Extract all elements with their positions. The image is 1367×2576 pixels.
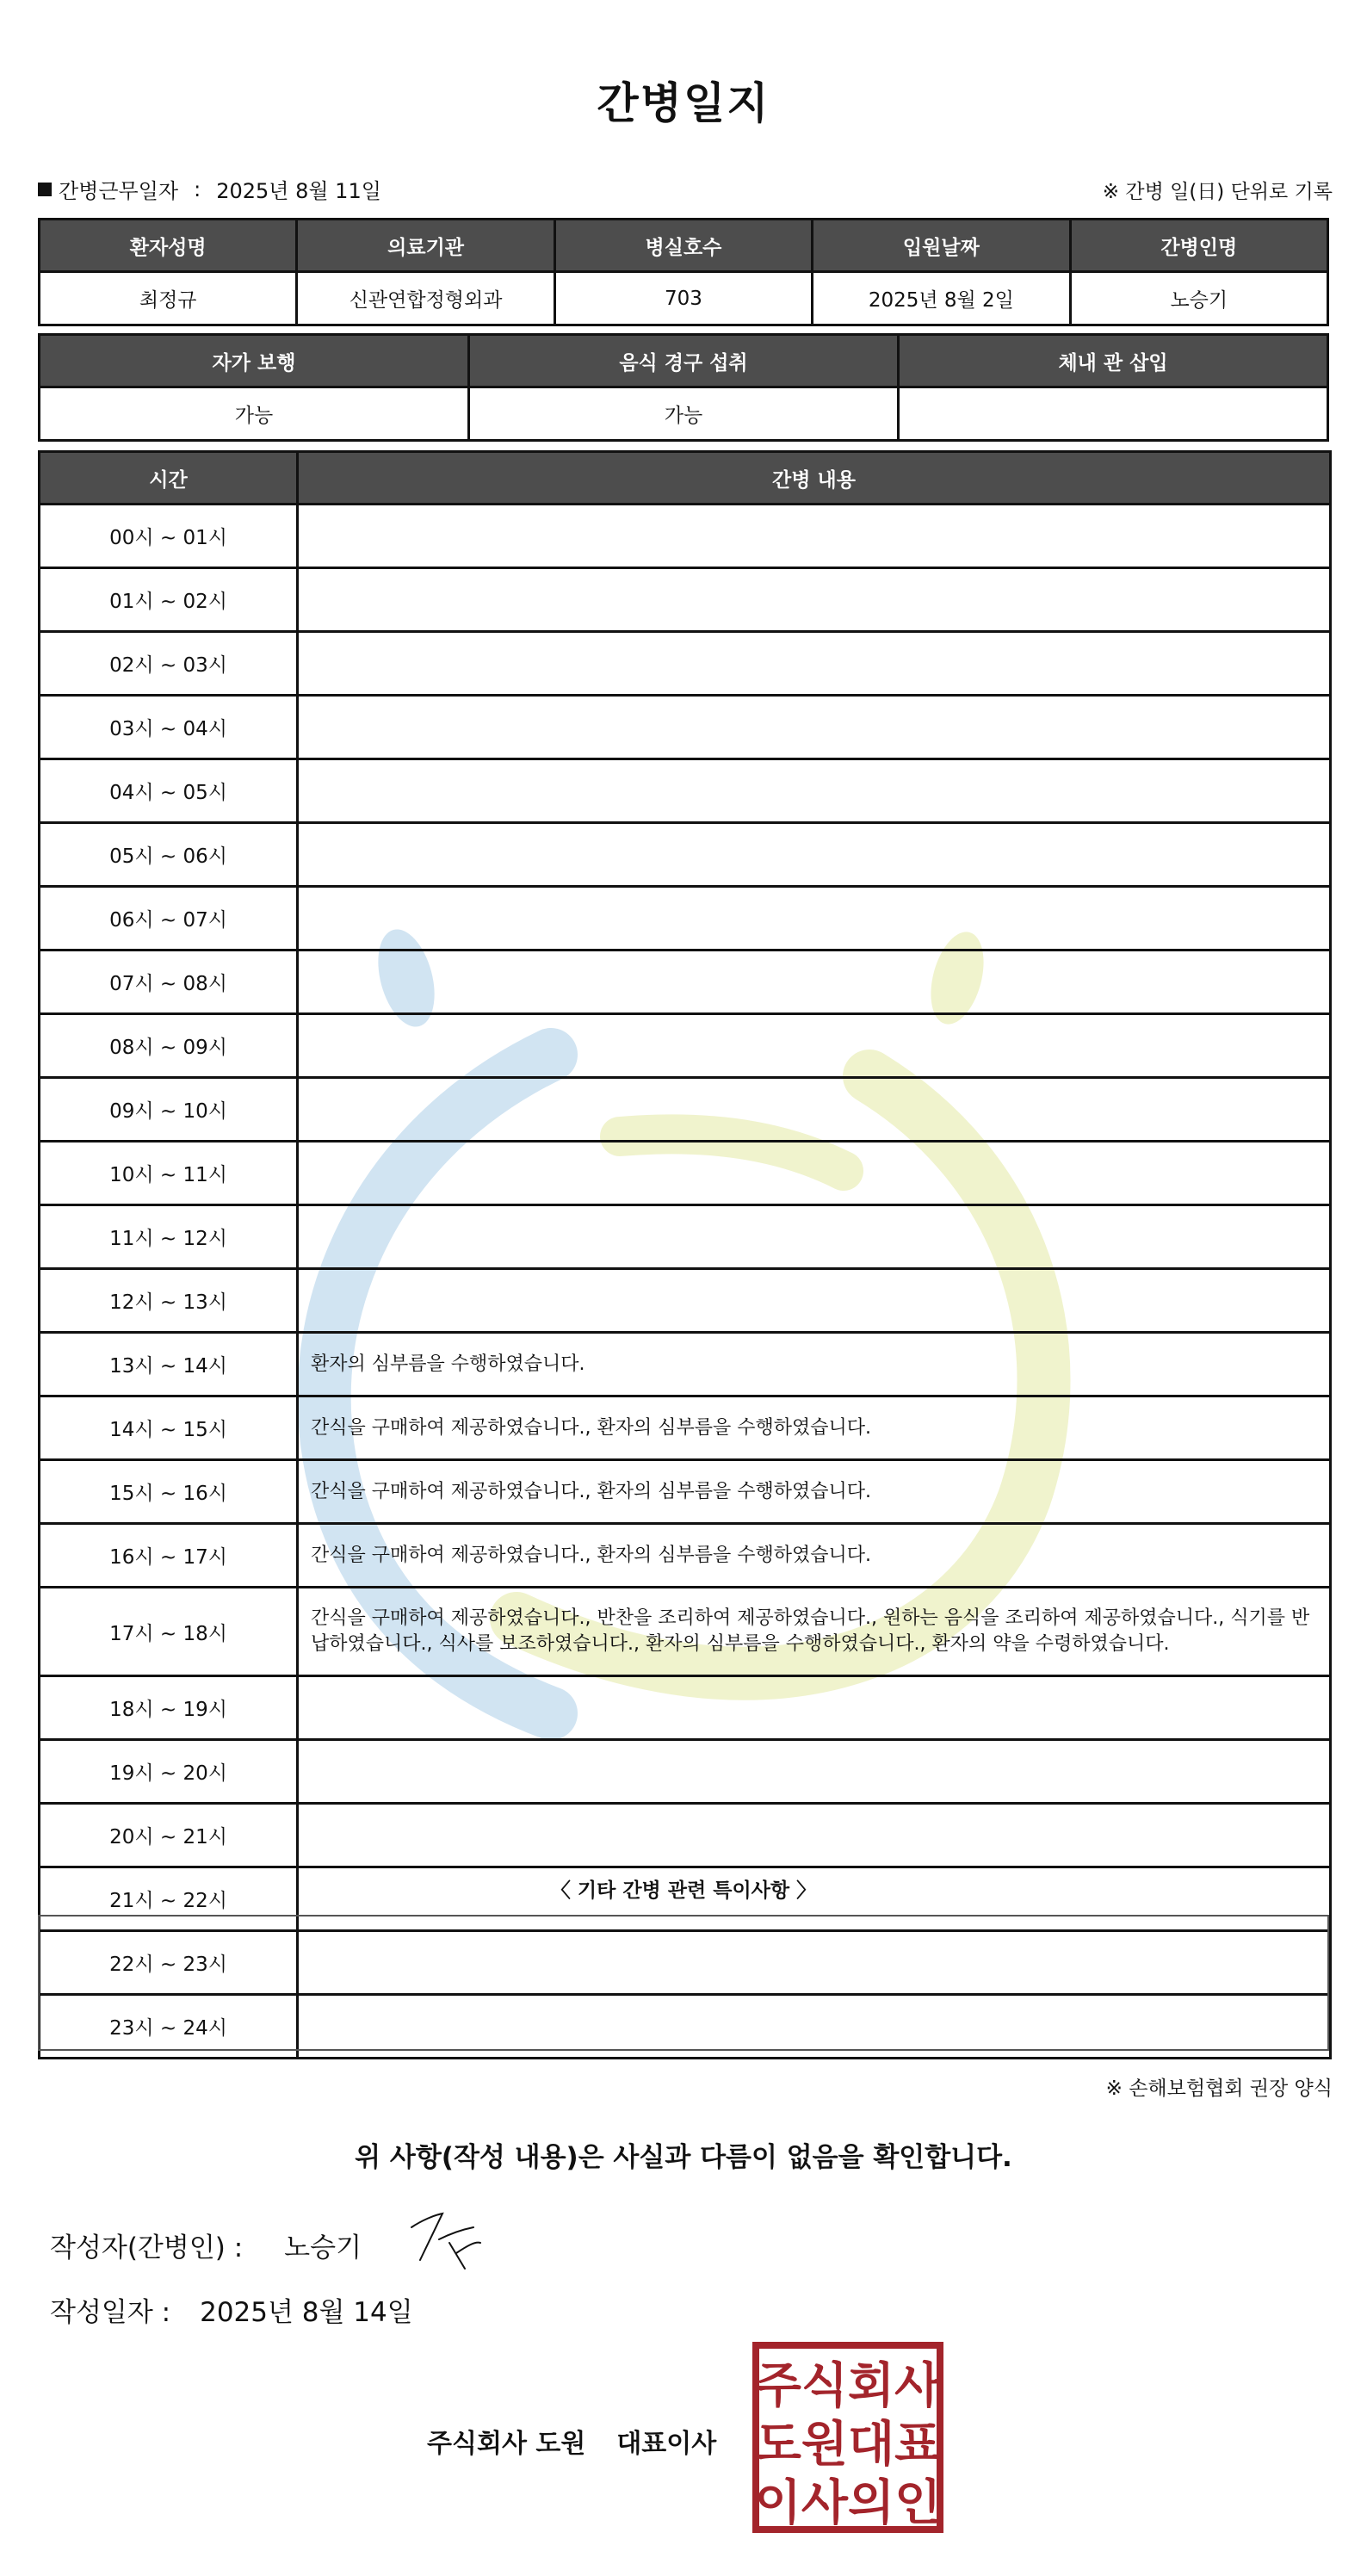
work-date-value: 2025년 8월 11일 bbox=[216, 179, 381, 203]
care-log-row bbox=[40, 1269, 1331, 1333]
care-log-row bbox=[40, 568, 1331, 632]
care-log-content bbox=[298, 1078, 1331, 1142]
care-log-row bbox=[40, 1460, 1331, 1524]
care-log-content bbox=[298, 1014, 1331, 1078]
care-log-content bbox=[298, 887, 1331, 951]
form-source-note: ※ 손해보험협회 권장 양식 bbox=[1105, 2078, 1333, 2100]
self-walking-value: 가능 bbox=[40, 387, 469, 441]
header-patient-name: 환자성명 bbox=[40, 220, 297, 272]
care-log-row bbox=[40, 823, 1331, 887]
care-log-time: 16시 ~ 17시 bbox=[40, 1524, 298, 1588]
care-log-content: 환자의 심부름을 수행하였습니다. bbox=[298, 1333, 1331, 1396]
hospital-name: 신관연합정형외과 bbox=[297, 272, 554, 325]
care-log-row bbox=[40, 1676, 1331, 1740]
writer-label: 작성자(간병인) : bbox=[50, 2232, 244, 2263]
care-log-content: 간식을 구매하여 제공하였습니다., 환자의 심부름을 수행하였습니다. bbox=[298, 1524, 1331, 1588]
care-log-row bbox=[40, 759, 1331, 823]
care-log-content bbox=[298, 568, 1331, 632]
admission-date: 2025년 8월 2일 bbox=[813, 272, 1070, 325]
work-date-separator: : bbox=[194, 176, 201, 201]
care-log-time: 19시 ~ 20시 bbox=[40, 1740, 298, 1804]
work-date bbox=[38, 174, 381, 204]
care-log-content: 간식을 구매하여 제공하였습니다., 환자의 심부름을 수행하였습니다. bbox=[298, 1460, 1331, 1524]
company-name: 주식회사 도원 bbox=[427, 2429, 586, 2459]
care-log-row bbox=[40, 1333, 1331, 1396]
oral-intake-value: 가능 bbox=[469, 387, 899, 441]
patient-status-table bbox=[38, 333, 1329, 442]
care-log-time: 13시 ~ 14시 bbox=[40, 1333, 298, 1396]
written-date-value: 2025년 8월 14일 bbox=[200, 2297, 413, 2328]
record-unit-note: ※ 간병 일(日) 단위로 기록 bbox=[1102, 181, 1333, 203]
care-log-row bbox=[40, 951, 1331, 1014]
patient-status-value-row bbox=[40, 387, 1328, 441]
care-log-content bbox=[298, 696, 1331, 759]
care-log-row bbox=[40, 1205, 1331, 1269]
writer-line bbox=[50, 2226, 362, 2264]
care-log-time: 04시 ~ 05시 bbox=[40, 759, 298, 823]
confirmation-statement: 위 사항(작성 내용)은 사실과 다름이 없음을 확인합니다. bbox=[355, 2142, 1012, 2173]
care-log-row bbox=[40, 1524, 1331, 1588]
square-bullet-icon bbox=[38, 183, 52, 196]
header-hospital: 의료기관 bbox=[297, 220, 554, 272]
care-log-time: 10시 ~ 11시 bbox=[40, 1142, 298, 1205]
care-log-row bbox=[40, 1078, 1331, 1142]
care-log-row bbox=[40, 1014, 1331, 1078]
company-line bbox=[427, 2422, 716, 2460]
header-tube-insertion: 체내 관 삽입 bbox=[899, 335, 1328, 387]
care-log-time: 20시 ~ 21시 bbox=[40, 1804, 298, 1867]
header-room-number: 병실호수 bbox=[554, 220, 812, 272]
patient-info-header-row bbox=[40, 220, 1328, 272]
care-log-time: 15시 ~ 16시 bbox=[40, 1460, 298, 1524]
writer-name: 노승기 bbox=[284, 2232, 362, 2263]
care-log-content: 간식을 구매하여 제공하였습니다., 환자의 심부름을 수행하였습니다. bbox=[298, 1396, 1331, 1460]
care-log-row bbox=[40, 696, 1331, 759]
patient-status-header-row bbox=[40, 335, 1328, 387]
caregiver-name: 노승기 bbox=[1070, 272, 1327, 325]
work-date-label: 간병근무일자 bbox=[59, 179, 179, 203]
header-time: 시간 bbox=[40, 452, 298, 505]
company-seal-stamp bbox=[751, 2340, 945, 2535]
care-log-content bbox=[298, 823, 1331, 887]
care-log-time: 00시 ~ 01시 bbox=[40, 505, 298, 568]
care-log-row bbox=[40, 632, 1331, 696]
care-log-row bbox=[40, 1740, 1331, 1804]
care-log-time: 22시 ~ 23시 bbox=[40, 1931, 298, 1995]
written-date-line bbox=[50, 2290, 413, 2329]
care-log-time: 03시 ~ 04시 bbox=[40, 696, 298, 759]
other-notes-box bbox=[38, 1915, 1329, 2051]
care-log-content bbox=[298, 1740, 1331, 1804]
care-log-content bbox=[298, 1205, 1331, 1269]
care-log-header-row bbox=[40, 452, 1331, 505]
care-log-time: 09시 ~ 10시 bbox=[40, 1078, 298, 1142]
care-log-row bbox=[40, 1588, 1331, 1676]
care-log-time: 01시 ~ 02시 bbox=[40, 568, 298, 632]
care-log-time: 06시 ~ 07시 bbox=[40, 887, 298, 951]
care-log-row bbox=[40, 1804, 1331, 1867]
header-admission-date: 입원날짜 bbox=[813, 220, 1070, 272]
room-number: 703 bbox=[554, 272, 812, 325]
care-log-content bbox=[298, 1804, 1331, 1867]
document-title: 간병일지 bbox=[597, 78, 770, 128]
header-caregiver-name: 간병인명 bbox=[1070, 220, 1327, 272]
care-log-row bbox=[40, 505, 1331, 568]
care-log-time: 05시 ~ 06시 bbox=[40, 823, 298, 887]
care-log-content bbox=[298, 759, 1331, 823]
tube-insertion-value bbox=[899, 387, 1328, 441]
care-log-row bbox=[40, 887, 1331, 951]
care-log-time: 23시 ~ 24시 bbox=[40, 1995, 298, 2059]
patient-name: 최정규 bbox=[40, 272, 297, 325]
care-log-time: 21시 ~ 22시 bbox=[40, 1867, 298, 1931]
care-log-content bbox=[298, 505, 1331, 568]
patient-info-value-row bbox=[40, 272, 1328, 325]
care-log-time: 02시 ~ 03시 bbox=[40, 632, 298, 696]
care-log-time: 17시 ~ 18시 bbox=[40, 1588, 298, 1676]
care-log-time: 08시 ~ 09시 bbox=[40, 1014, 298, 1078]
other-notes-title: 〈 기타 간병 관련 특이사항 〉 bbox=[550, 1879, 817, 1902]
care-log-row bbox=[40, 1396, 1331, 1460]
care-log-time: 18시 ~ 19시 bbox=[40, 1676, 298, 1740]
seal-line-1: 주식회사 bbox=[754, 2358, 942, 2414]
seal-line-2: 도원대표 bbox=[754, 2417, 942, 2473]
header-self-walking: 자가 보행 bbox=[40, 335, 469, 387]
care-log-row bbox=[40, 1142, 1331, 1205]
care-log-content bbox=[298, 632, 1331, 696]
company-role: 대표이사 bbox=[616, 2429, 717, 2459]
care-log-time: 07시 ~ 08시 bbox=[40, 951, 298, 1014]
header-oral-intake: 음식 경구 섭취 bbox=[469, 335, 899, 387]
care-log-time: 11시 ~ 12시 bbox=[40, 1205, 298, 1269]
care-log-table bbox=[38, 450, 1332, 2059]
handwritten-signature bbox=[405, 2208, 491, 2277]
written-date-label: 작성일자 : bbox=[50, 2297, 171, 2328]
care-log-time: 12시 ~ 13시 bbox=[40, 1269, 298, 1333]
seal-line-3: 이사의인 bbox=[754, 2475, 942, 2531]
care-log-content: 간식을 구매하여 제공하였습니다., 반찬을 조리하여 제공하였습니다., 원하는 음식을 조리하여 제공하였습니다., 식기를 반납하였습니다., 식사를 보조하였습니다., 환자의 심부름을 수행하였습니다., 환자의 약을 수령하였습니다. bbox=[298, 1588, 1331, 1676]
header-care-content: 간병 내용 bbox=[298, 452, 1331, 505]
care-log-time: 14시 ~ 15시 bbox=[40, 1396, 298, 1460]
care-log-content bbox=[298, 1142, 1331, 1205]
care-log-content bbox=[298, 1676, 1331, 1740]
care-log-content bbox=[298, 951, 1331, 1014]
care-log-content bbox=[298, 1269, 1331, 1333]
patient-info-table bbox=[38, 218, 1329, 326]
